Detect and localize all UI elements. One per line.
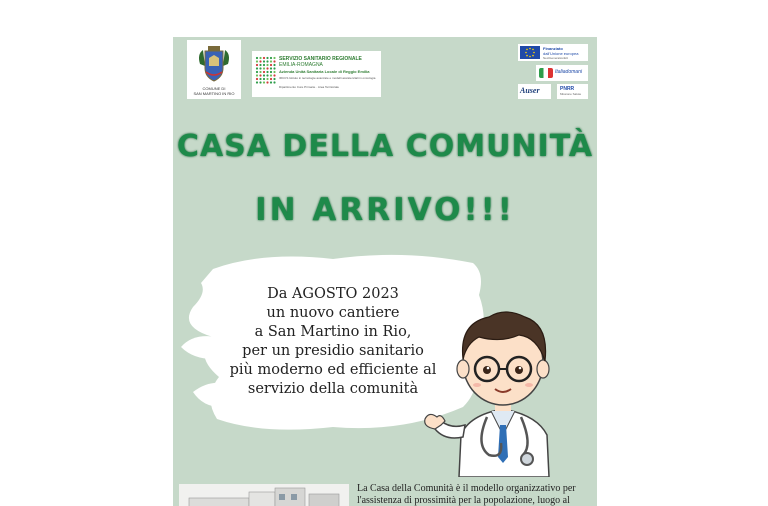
eu-line-2: dall'Unione europea xyxy=(543,51,579,56)
message-block xyxy=(218,285,448,399)
italia-text: Italiadomani xyxy=(555,69,582,75)
eu-line-3: NextGenerationEU xyxy=(543,56,569,60)
message-line: a San Martino in Rio, xyxy=(254,324,412,340)
doctor-illustration xyxy=(423,277,583,477)
pnrr-sub: Missione Salute xyxy=(560,92,582,96)
message-line: servizio della comunità xyxy=(247,381,419,397)
ssr-irccs: IRCCS Istituto in tecnologie avanzate e modelli assistenziali in oncologia xyxy=(279,76,376,80)
ssr-title: SERVIZIO SANITARIO REGIONALE xyxy=(279,56,362,62)
body-line: La Casa della Comunità è il modello organizzativo per xyxy=(357,483,576,494)
ssr-dept: Dipartimento Cure Primarie · Area Territoriale xyxy=(279,85,339,89)
headline-line-2: IN ARRIVO!!! xyxy=(255,192,515,228)
body-line: l'assistenza di prossimità per la popolazione, luogo al xyxy=(357,495,570,506)
eu-line-1: Finanziato xyxy=(543,46,563,51)
message-line: per un presidio sanitario xyxy=(242,343,424,359)
message-line: più moderno ed efficiente al xyxy=(229,362,437,378)
auser-text: Auser xyxy=(520,86,540,95)
message-line: Da AGOSTO 2023 xyxy=(267,286,399,302)
ssr-ausl: Azienda Unità Sanitaria Locale di Reggio Emilia xyxy=(279,69,370,74)
headline-line-1: CASA DELLA COMUNITÀ xyxy=(176,129,594,164)
building-photo xyxy=(179,484,349,506)
message-line: un nuovo cantiere xyxy=(266,305,400,321)
poster xyxy=(173,37,597,506)
body-text xyxy=(357,483,597,506)
pnrr-title: PNRR xyxy=(560,86,575,92)
comune-caption: COMUNE DI SAN MARTINO IN RIO xyxy=(193,86,235,96)
ssr-region: EMILIA-ROMAGNA xyxy=(279,62,323,68)
